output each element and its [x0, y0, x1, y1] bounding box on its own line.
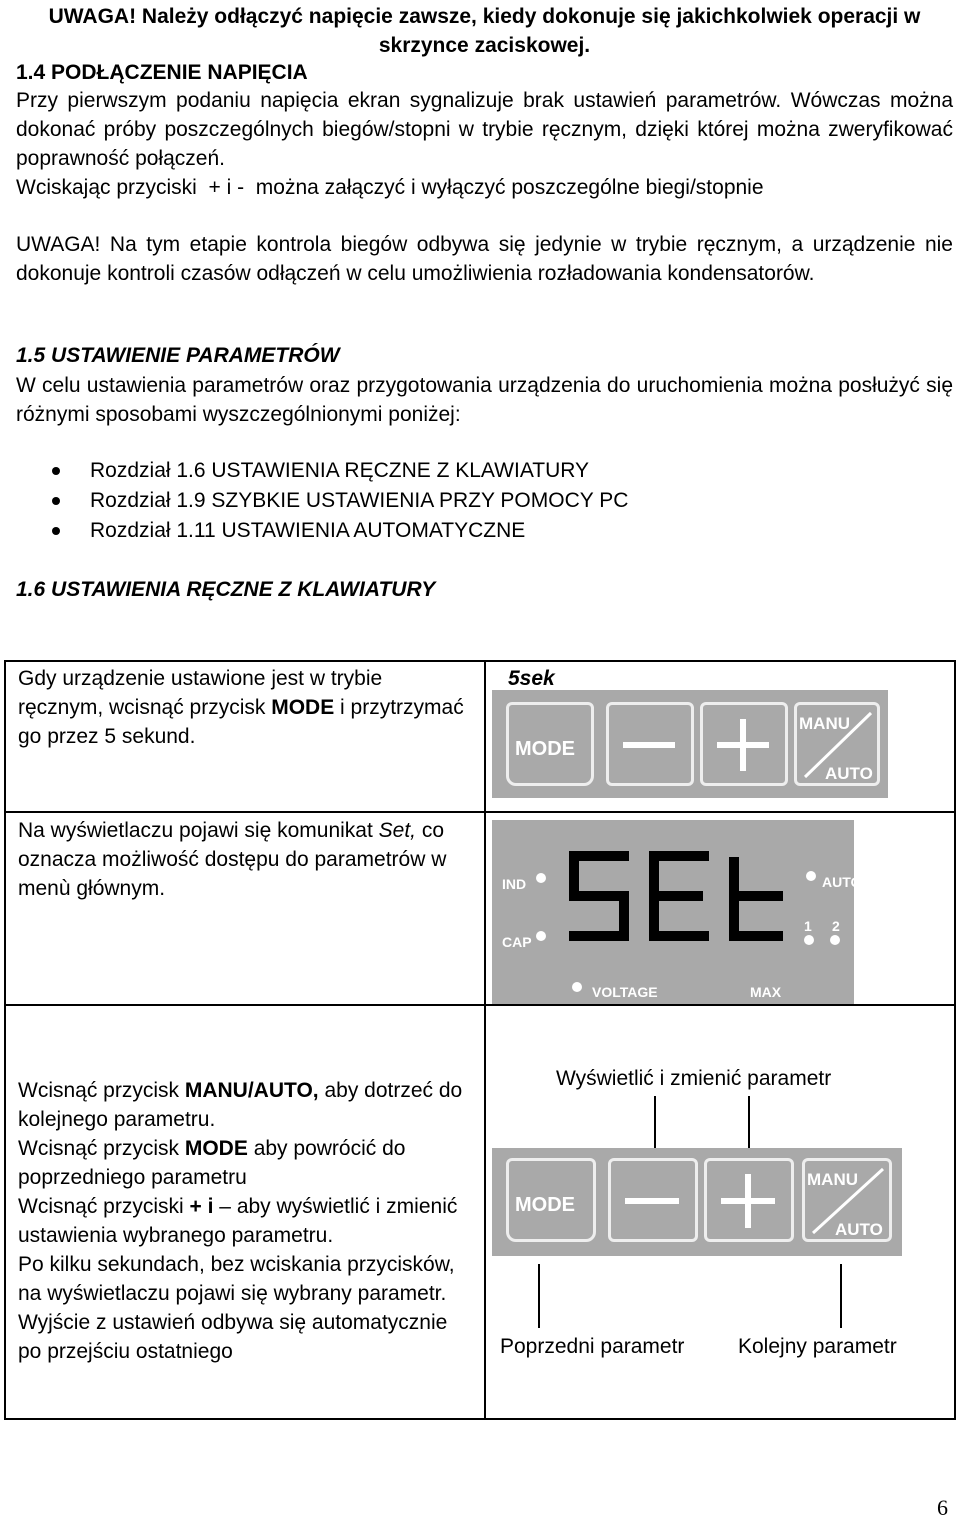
minus-icon	[625, 1198, 679, 1204]
list-item: Rozdział 1.11 USTAWIENIA AUTOMATYCZNE	[50, 516, 628, 546]
list-item: Rozdział 1.9 SZYBKIE USTAWIENIA PRZY POMOCY PC	[50, 486, 628, 516]
table-divider	[484, 662, 486, 1418]
minus-icon	[623, 742, 675, 748]
cap-led-icon	[536, 931, 546, 941]
pointer-line	[748, 1096, 750, 1148]
keypad-panel	[492, 690, 888, 798]
list-item: Rozdział 1.6 USTAWIENIA RĘCZNE Z KLAWIATURY	[50, 456, 628, 486]
voltage-led-icon	[572, 982, 582, 992]
seven-segment-display	[562, 832, 788, 964]
instruction-table	[4, 660, 956, 1420]
ind-led-icon	[536, 873, 546, 883]
section-1-4-note: UWAGA! Na tym etapie kontrola biegów odbywa się jedynie w trybie ręcznym, a urządzenie nie dokonuje kontroli czasów odłączeń w celu umożliwienia rozładowania kondensatorów.	[16, 233, 953, 285]
row1-instruction: Gdy urządzenie ustawione jest w trybie ręcznym, wcisnąć przycisk MODE i przytrzymać go przez 5 sekund.	[18, 667, 464, 748]
row3-instructions: Wcisnąć przycisk MANU/AUTO, aby dotrzeć do kolejnego parametru. Wcisnąć przycisk MODE aby powrócić do poprzedniego parametru Wcisnąć przyciski + i – aby wyświetlić i zmienić ustawienia wybranego parametru. Po kilku sekundach, bez wciskania przycisków, na wyświetlaczu pojawi się wybrany parametr. Wyjście z ustawień odbywa się automatycznie po przejściu ostatniego	[18, 1079, 463, 1363]
section-1-5-title: 1.5 USTAWIENIE PARAMETRÓW	[16, 344, 340, 367]
hold-time-label: 5sek	[508, 667, 555, 690]
section-1-4-buttons-paragraph: Wciskając przyciski + i - można załączyć i wyłączyć poszczególne biegi/stopnie	[16, 176, 764, 199]
section-1-4-paragraph: Przy pierwszym podaniu napięcia ekran sygnalizuje brak ustawień parametrów. Wówczas można dokonać próby poszczególnych biegów/stopni w trybie ręcznym, dzięki której można zweryfikować poprawność połączeń.	[16, 89, 953, 170]
set-readout	[562, 832, 788, 964]
led-2-icon	[830, 935, 840, 945]
plus-key[interactable]	[704, 1158, 794, 1242]
section-1-4-title: 1.4 PODŁĄCZENIE NAPIĘCIA	[16, 61, 308, 84]
manu-auto-key[interactable]: MANU AUTO	[794, 702, 880, 786]
plus-key[interactable]	[700, 702, 788, 786]
minus-key[interactable]	[606, 702, 694, 786]
section-1-5-intro: W celu ustawienia parametrów oraz przygotowania urządzenia do uruchomienia można posłużyć się różnymi sposobami wyszczególnionymi poniżej:	[16, 374, 953, 426]
pointer-line	[840, 1264, 842, 1328]
chapter-list	[50, 456, 628, 546]
caption-previous-parameter: Poprzedni parametr	[500, 1335, 685, 1358]
pointer-line	[538, 1264, 540, 1328]
caption-next-parameter: Kolejny parametr	[738, 1335, 897, 1358]
page-number: 6	[937, 1495, 948, 1520]
pointer-line	[654, 1096, 656, 1148]
minus-key[interactable]	[608, 1158, 698, 1242]
auto-led-icon	[806, 871, 816, 881]
caption-change-parameter: Wyświetlić i zmienić parametr	[556, 1067, 832, 1090]
section-1-6-title: 1.6 USTAWIENIA RĘCZNE Z KLAWIATURY	[16, 578, 436, 601]
keypad-panel-2	[492, 1148, 902, 1256]
row2-instruction: Na wyświetlaczu pojawi się komunikat Set, co oznacza możliwość dostępu do parametrów w menù głównym.	[18, 819, 447, 900]
display-panel: IND CAP AUTO 1 2 VOLTAGE MAX	[492, 820, 854, 1004]
mode-key[interactable]: MODE	[506, 702, 594, 786]
led-1-icon	[804, 935, 814, 945]
warning-heading: UWAGA! Należy odłączyć napięcie zawsze, kiedy dokonuje się jakichkolwiek operacji w skrzynce zaciskowej.	[48, 5, 921, 57]
table-row-divider	[6, 811, 954, 813]
table-row-divider	[6, 1004, 954, 1006]
mode-key[interactable]: MODE	[506, 1158, 596, 1242]
manu-auto-key[interactable]: MANU AUTO	[802, 1158, 892, 1242]
